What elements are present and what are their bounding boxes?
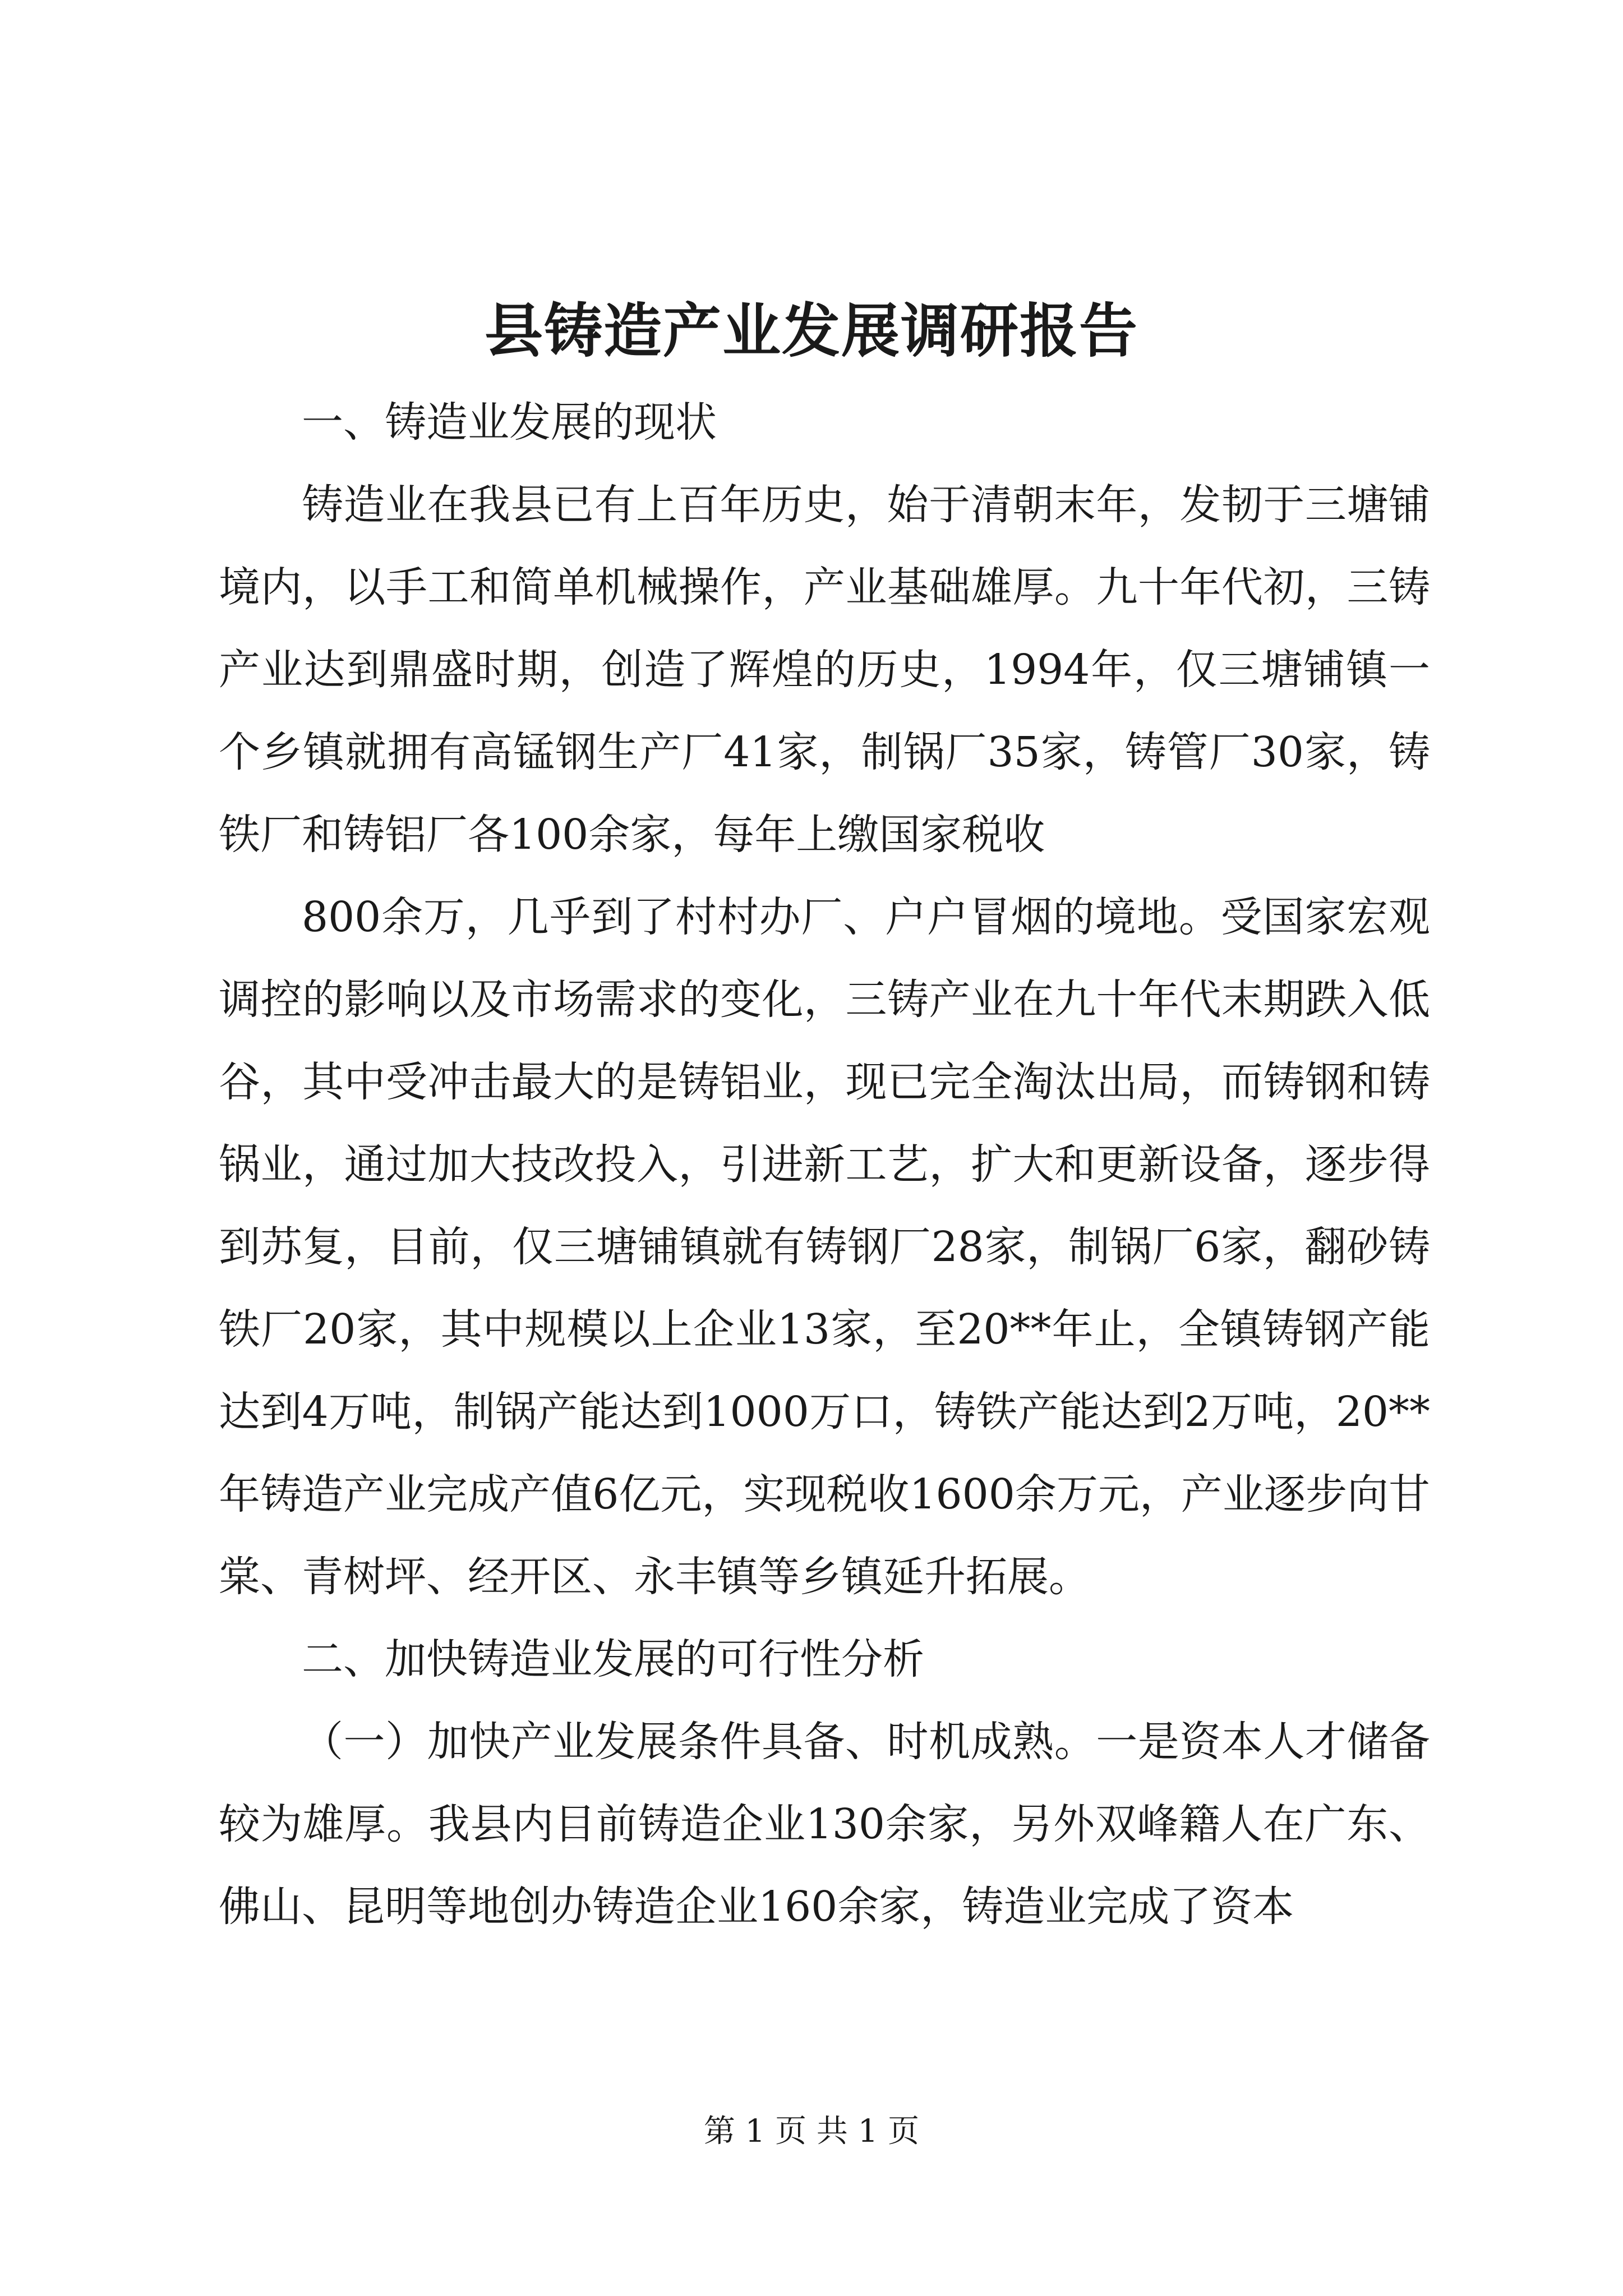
body-paragraph-2: 800余万，几乎到了村村办厂、户户冒烟的境地。受国家宏观调控的影响以及市场需求的变化，三铸产业在九十年代末期跌入低谷，其中受冲击最大的是铸铝业，现已完全淘汰出局，而铸钢和铸锅业，通过加大技改投入，引进新工艺，扩大和更新设备，逐步得到苏复，目前，仅三塘铺镇就有铸钢厂28家，制锅厂6家，翻砂铸铁厂20家，其中规模以上企业13家，至20**年止，全镇铸钢产能达到4万吨，制锅产能达到1000万口，铸铁产能达到2万吨，20**年铸造产业完成产值6亿元，实现税收1600余万元，产业逐步向甘棠、青树坪、经开区、永丰镇等乡镇延升拓展。 bbox=[219, 893, 1430, 1601]
document-title: 县铸造产业发展调研报告 bbox=[484, 296, 1138, 365]
section-heading-2: 二、加快铸造业发展的可行性分析 bbox=[302, 1635, 924, 1683]
document-body bbox=[219, 381, 1430, 1948]
section-heading-1: 一、铸造业发展的现状 bbox=[302, 398, 717, 447]
page-number-footer: 第 1 页 共 1 页 bbox=[703, 2113, 920, 2150]
body-paragraph-3: （一）加快产业发展条件具备、时机成熟。一是资本人才储备较为雄厚。我县内目前铸造企业130余家，另外双峰籍人在广东、佛山、昆明等地创办铸造企业160余家，铸造业完成了资本 bbox=[219, 1718, 1430, 1931]
body-paragraph-1: 铸造业在我县已有上百年历史，始于清朝末年，发韧于三塘铺境内，以手工和简单机械操作，产业基础雄厚。九十年代初，三铸产业达到鼎盛时期，创造了辉煌的历史，1994年，仅三塘铺镇一个乡镇就拥有高锰钢生产厂41家，制锅厂35家，铸管厂30家，铸铁厂和铸铝厂各100余家，每年上缴国家税收 bbox=[219, 481, 1430, 859]
